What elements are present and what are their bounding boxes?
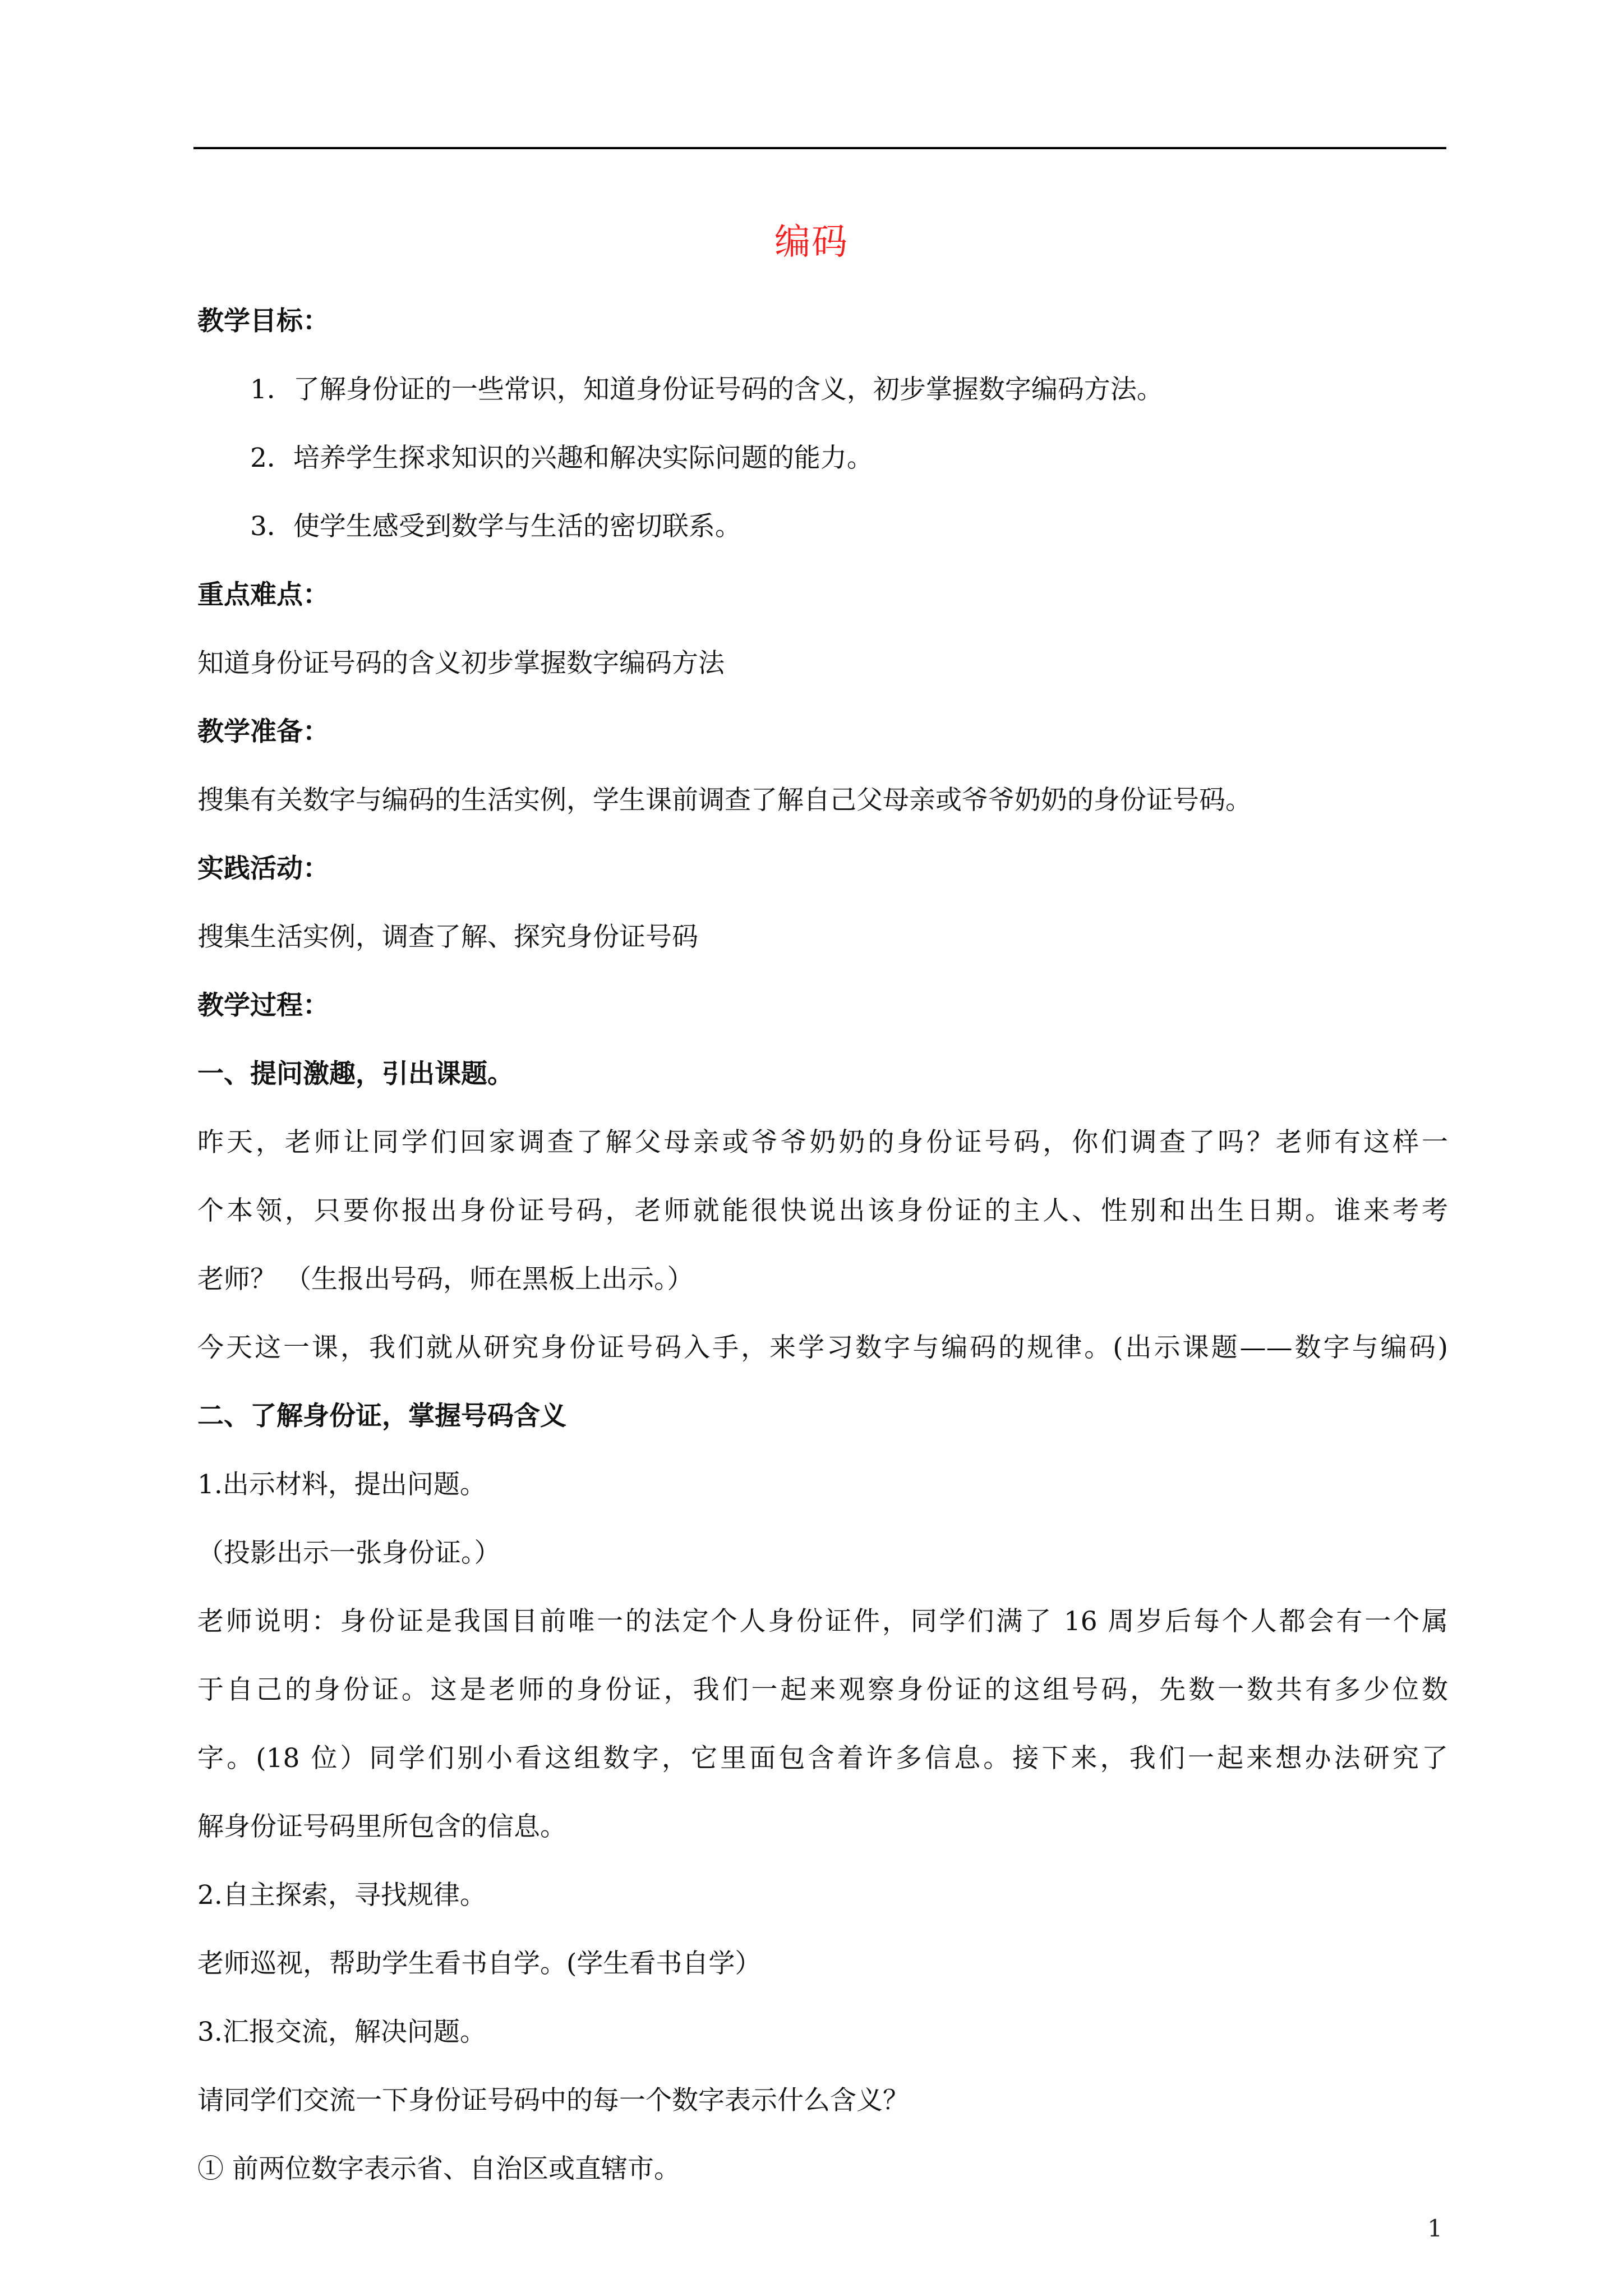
step-heading-3: 3.汇报交流，解决问题。: [197, 2017, 486, 2047]
paragraph-line: 请同学们交流一下身份证号码中的每一个数字表示什么含义？: [197, 2085, 909, 2116]
paragraph-line: 老师巡视，帮助学生看书自学。(学生看书自学）: [197, 1948, 762, 1979]
paragraph-line: 解身份证号码里所包含的信息。: [197, 1811, 566, 1842]
paragraph-line: 老师说明：身份证是我国目前唯一的法定个人身份证件，同学们满了 16 周岁后每个人都会有一个属: [197, 1606, 1448, 1637]
document-body: [197, 287, 1448, 2203]
objective-item-1: 1．了解身份证的一些常识，知道身份证号码的含义，初步掌握数字编码方法。: [250, 374, 1163, 405]
section-heading-key-points: 重点难点：: [197, 579, 329, 610]
step-heading-2: 2.自主探索，寻找规律。: [197, 1880, 486, 1911]
paragraph-line: 老师？ （生报出号码，师在黑板上出示。）: [197, 1264, 694, 1295]
paragraph-line: 于自己的身份证。这是老师的身份证，我们一起来观察身份证的这组号码，先数一数共有多少位数: [197, 1674, 1448, 1705]
activity-text: 搜集生活实例，调查了解、探究身份证号码: [197, 922, 698, 953]
numbered-point-1: ① 前两位数字表示省、自治区或直辖市。: [197, 2154, 680, 2184]
section-heading-objectives: 教学目标：: [197, 306, 329, 337]
paragraph-line: （投影出示一张身份证。）: [197, 1538, 501, 1568]
section-heading-process: 教学过程：: [197, 990, 329, 1021]
section-heading-activity: 实践活动：: [197, 853, 329, 884]
objective-item-3: 3．使学生感受到数学与生活的密切联系。: [250, 511, 741, 542]
header-rule: [193, 147, 1446, 149]
preparation-text: 搜集有关数字与编码的生活实例，学生课前调查了解自己父母亲或爷爷奶奶的身份证号码。: [197, 785, 1252, 816]
objective-item-2: 2．培养学生探求知识的兴趣和解决实际问题的能力。: [250, 443, 873, 473]
document-title: 编码: [774, 222, 849, 263]
subsection-heading-2: 二、了解身份证，掌握号码含义: [197, 1401, 566, 1432]
paragraph-line: 昨天，老师让同学们回家调查了解父母亲或爷爷奶奶的身份证号码，你们调查了吗？老师有这样一: [197, 1127, 1448, 1158]
page-number: 1: [1427, 2215, 1442, 2242]
subsection-heading-1: 一、提问激趣，引出课题。: [197, 1059, 514, 1089]
step-heading-1: 1.出示材料，提出问题。: [197, 1469, 486, 1500]
key-points-text: 知道身份证号码的含义初步掌握数字编码方法: [197, 648, 725, 679]
paragraph-line: 今天这一课，我们就从研究身份证号码入手，来学习数字与编码的规律。(出示课题——数字与编码): [197, 1332, 1448, 1363]
paragraph-line: 字。(18 位）同学们别小看这组数字，它里面包含着许多信息。接下来，我们一起来想办法研究了: [197, 1743, 1448, 1774]
paragraph-line: 个本领，只要你报出身份证号码，老师就能很快说出该身份证的主人、性别和出生日期。谁来考考: [197, 1195, 1448, 1226]
section-heading-preparation: 教学准备：: [197, 716, 329, 747]
